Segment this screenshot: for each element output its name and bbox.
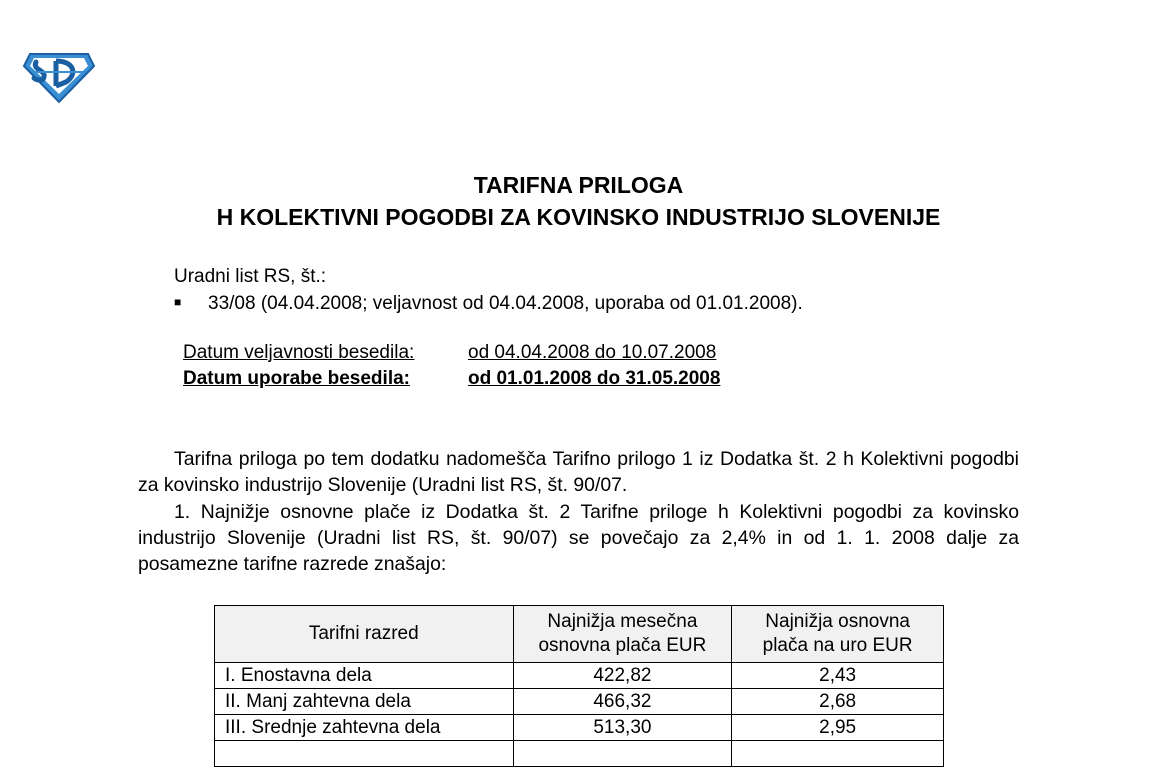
monthly-pay-cell [513, 741, 732, 767]
paragraph-2: 1. Najnižje osnovne plače iz Dodatka št. 2 Tarifne priloge h Kolektivni pogodbi za kovinsko industrijo Slovenije (Uradni list RS, št. 90/07) se povečajo za 2,4% in od 1. 1. 2008 dalje za posamezne tarifne razrede znašajo: [138, 500, 1019, 576]
usage-date-label: Datum uporabe besedila: [183, 368, 410, 389]
hourly-pay-cell: 2,43 [732, 663, 944, 689]
header-tariff-class: Tarifni razred [215, 606, 514, 663]
hourly-pay-cell: 2,95 [732, 715, 944, 741]
table-row [215, 689, 944, 715]
header-monthly-pay: Najnižja mesečna osnovna plača EUR [513, 606, 732, 663]
document-subtitle: H KOLEKTIVNI POGODBI ZA KOVINSKO INDUSTRIJO SLOVENIJE [216, 204, 941, 230]
paragraph-1: Tarifna priloga po tem dodatku nadomešča Tarifno prilogo 1 iz Dodatka št. 2 h Kolektivni pogodbi za kovinsko industrijo Slovenije (Uradni list RS, št. 90/07. [138, 448, 1019, 497]
validity-date-row [183, 340, 720, 366]
table-row [215, 741, 944, 767]
usage-date-value: od 01.01.2008 do 31.05.2008 [468, 368, 721, 389]
table-row [215, 663, 944, 689]
bullet-icon: ■ [174, 295, 182, 309]
header-hourly-pay: Najnižja osnovna plača na uro EUR [732, 606, 944, 663]
table-header-row [215, 606, 944, 663]
monthly-pay-cell: 466,32 [513, 689, 732, 715]
validity-date-label: Datum veljavnosti besedila: [183, 342, 415, 363]
tariff-class-cell: II. Manj zahtevna dela [215, 689, 514, 715]
gazette-entry-text: 33/08 (04.04.2008; veljavnost od 04.04.2008, uporaba od 01.01.2008). [208, 293, 803, 314]
hourly-pay-cell [732, 741, 944, 767]
body-text [138, 446, 1019, 577]
tariff-class-cell [215, 741, 514, 767]
table-row [215, 715, 944, 741]
hourly-pay-cell: 2,68 [732, 689, 944, 715]
monthly-pay-cell: 422,82 [513, 663, 732, 689]
validity-date-value: od 04.04.2008 do 10.07.2008 [468, 342, 717, 363]
document-title: TARIFNA PRILOGA [473, 172, 684, 198]
tariff-class-cell: I. Enostavna dela [215, 663, 514, 689]
gazette-entry [174, 289, 803, 317]
dates-block [183, 340, 720, 392]
monthly-pay-cell: 513,30 [513, 715, 732, 741]
usage-date-row [183, 366, 720, 392]
gazette-label: Uradni list RS, št.: [174, 266, 327, 287]
sd-logo-icon [22, 50, 96, 104]
tariff-class-cell: III. Srednje zahtevna dela [215, 715, 514, 741]
